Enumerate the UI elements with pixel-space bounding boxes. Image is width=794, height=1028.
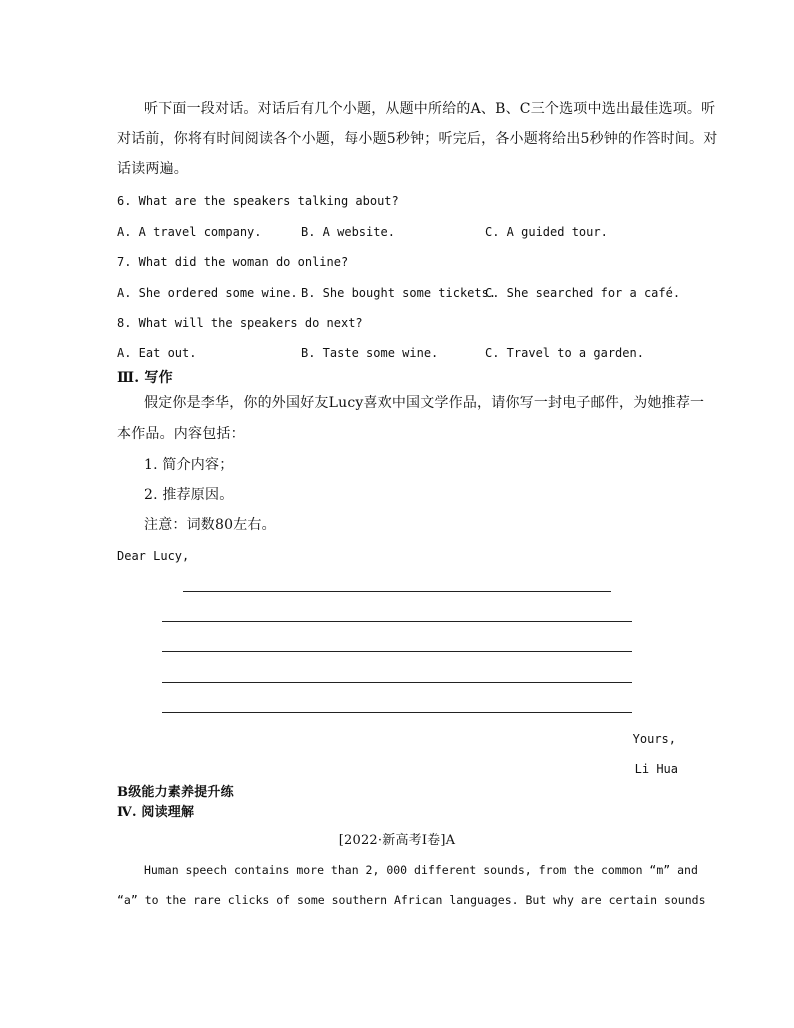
letter-greeting: Dear Lucy, [117,549,190,563]
writing-heading: Ⅲ. 写作 [117,370,173,386]
answer-line-1[interactable] [183,591,611,592]
answer-line-4[interactable] [162,682,632,683]
letter-signature: Li Hua [634,762,678,776]
question-7-option-c: C. She searched for a café. [485,286,681,300]
writing-point-1: 1. 简介内容； [144,457,234,473]
listening-intro-line-2: 对话前，你将有时间阅读各个小题，每小题5秒钟；听完后，各小题将给出5秒钟的作答时间。对 [117,131,718,147]
passage-line-2: “a” to the rare clicks of some southern African languages. But why are certain sounds [117,893,706,907]
reading-heading: Ⅳ. 阅读理解 [117,805,195,820]
writing-prompt-line-2: 本作品。内容包括： [117,426,245,442]
listening-intro-line-3: 话读两遍。 [117,161,188,177]
passage-line-1: Human speech contains more than 2, 000 different sounds, from the common “m” and [144,863,698,877]
question-8-option-a: A. Eat out. [117,346,197,360]
writing-prompt-line-1: 假定你是李华，你的外国好友Lucy喜欢中国文学作品，请你写一封电子邮件，为她推荐一 [144,395,705,411]
question-8-option-b: B. Taste some wine. [301,346,439,360]
question-7-stem: 7. What did the woman do online? [117,255,349,269]
writing-point-2: 2. 推荐原因。 [144,487,234,503]
writing-note: 注意：词数80左右。 [144,517,276,533]
answer-line-2[interactable] [162,621,632,622]
question-6-option-c: C. A guided tour. [485,225,608,239]
answer-line-5[interactable] [162,712,632,713]
question-8-option-c: C. Travel to a garden. [485,346,644,360]
section-b-heading: B级能力素养提升练 [117,785,234,800]
answer-line-3[interactable] [162,651,632,652]
question-6-option-a: A. A travel company. [117,225,262,239]
listening-intro-line-1: 听下面一段对话。对话后有几个小题，从题中所给的A、B、C三个选项中选出最佳选项。听 [144,101,716,117]
question-8-stem: 8. What will the speakers do next? [117,316,363,330]
question-6-stem: 6. What are the speakers talking about? [117,194,399,208]
letter-closing: Yours, [632,732,676,746]
question-7-option-a: A. She ordered some wine. [117,286,298,300]
question-6-option-b: B. A website. [301,225,395,239]
question-7-option-b: B. She bought some tickets. [301,286,497,300]
passage-source: [2022·新高考Ⅰ卷]A [338,833,456,848]
